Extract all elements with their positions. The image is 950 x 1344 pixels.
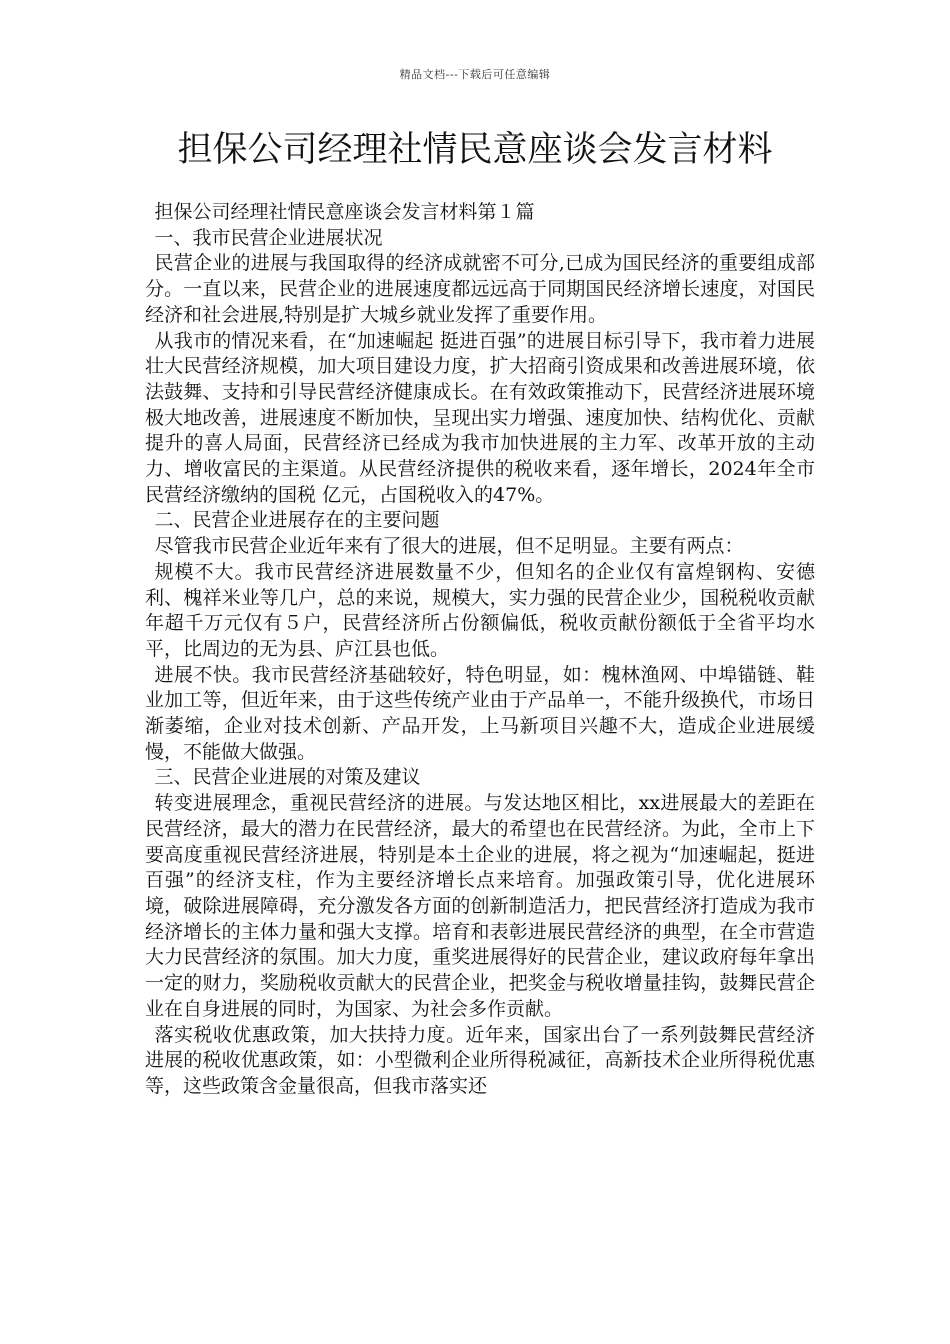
paragraph: 进展不快。我市民营经济基础较好，特色明显，如：槐林渔网、中埠锚链、鞋业加工等，但近年来，由于这些传统产业由于产品单一，不能升级换代，市场日渐萎缩，企业对技术创新、产品开发，上马新项目兴趣不大，造成企业进展缓慢，不能做大做强。 (145, 663, 815, 763)
document-body (145, 200, 815, 1100)
section-heading: 三、民营企业进展的对策及建议 (154, 766, 421, 789)
paragraph: 从我市的情况来看，在“加速崛起 挺进百强”的进展目标引导下，我市着力进展壮大民营经济规模，加大项目建设力度，扩大招商引资成果和改善进展环境，依法鼓舞、支持和引导民营经济健康成长。在有效政策推动下，民营经济进展环境极大地改善，进展速度不断加快，呈现出实力增强、速度加快、结构优化、贡献提升的喜人局面，民营经济已经成为我市加快进展的主力军、改革开放的主动力、增收富民的主渠道。从民营经济提供的税收来看，逐年增长，2024年全市民营经济缴纳的国税 亿元，占国税收入的47%。 (145, 329, 815, 506)
section-heading: 二、民营企业进展存在的主要问题 (154, 509, 440, 532)
paragraph: 尽管我市民营企业近年来有了很大的进展，但不足明显。主要有两点： (154, 535, 744, 558)
page-header-note: 精品文档---下载后可任意编辑 (399, 68, 551, 81)
section-heading: 担保公司经理社情民意座谈会发言材料第１篇 (154, 201, 535, 223)
paragraph: 转变进展理念，重视民营经济的进展。与发达地区相比，xx进展最大的差距在民营经济，最大的潜力在民营经济，最大的希望也在民营经济。为此，全市上下要高度重视民营经济进展，特别是本土企业的进展，将之视为“加速崛起，挺进百强”的经济支柱，作为主要经济增长点来培育。加强政策引导，优化进展环境，破除进展障碍，充分激发各方面的创新制造活力，把民营经济打造成为我市经济增长的主体力量和强大支撑。培育和表彰进展民营经济的典型，在全市营造大力民营经济的氛围。加大力度，重奖进展得好的民营企业，建议政府每年拿出一定的财力，奖励税收贡献大的民营企业，把奖金与税收增量挂钩，鼓舞民营企业在自身进展的同时，为国家、为社会多作贡献。 (145, 792, 815, 1020)
paragraph: 落实税收优惠政策，加大扶持力度。近年来，国家出台了一系列鼓舞民营经济进展的税收优惠政策，如：小型微利企业所得税减征，高新技术企业所得税优惠等，这些政策含金量很高，但我市落实还 (145, 1023, 815, 1097)
document-title: 担保公司经理社情民意座谈会发言材料 (177, 130, 773, 170)
paragraph: 规模不大。我市民营经济进展数量不少，但知名的企业仅有富煌钢构、安德利、槐祥米业等几户，总的来说，规模大，实力强的民营企业少，国税税收贡献年超千万元仅有５户，民营经济所占份额偏低，税收贡献份额低于全省平均水平，比周边的无为县、庐江县也低。 (145, 560, 815, 660)
paragraph: 民营企业的进展与我国取得的经济成就密不可分,已成为国民经济的重要组成部分。一直以来，民营企业的进展速度都远远高于同期国民经济增长速度，对国民经济和社会进展,特别是扩大城乡就业发挥了重要作用。 (145, 252, 815, 326)
section-heading: 一、我市民营企业进展状况 (154, 226, 383, 249)
